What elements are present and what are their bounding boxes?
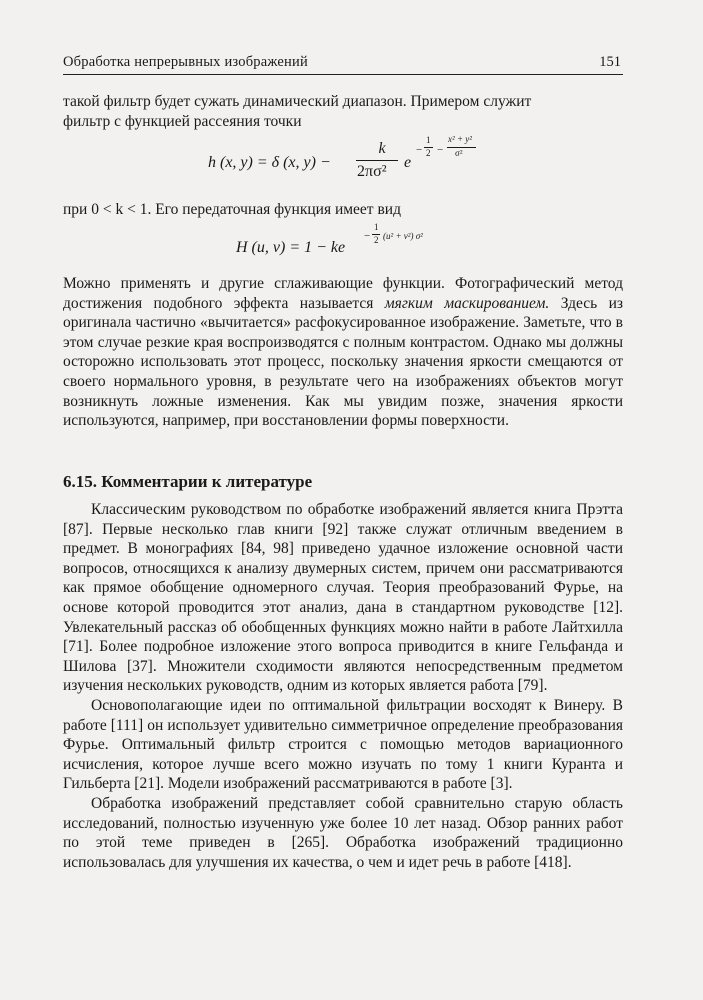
eq1-exp-sigma: σ² (455, 148, 463, 158)
paragraph-classic-refs: Классическим руководством по обработке изображений является книга Прэтта [87]. Первые несколько глав книги [92] также служат отличным введением в предмет. В монографиях [84, 98] приведено удачное изложение основной части вопросов, относящихся к анализу двумерных систем, причем они рассматриваются как прямое обобщение одномерного случая. Теория преобразований Фурье, на основе которой проводится этот анализ, дана в стандартном руководстве [12]. Увлекательный рассказ об обобщенных функциях можно найти в работе Лайтхилла [71]. Более подробное изложение этого вопроса приводится в книге Гельфанда и Шилова [37]. Множители сходимости являются непосредственным предметом изучения нескольких руководств, одним из которых является работа [79]. (63, 501, 623, 695)
intro-line-2: фильтр с функцией рассеяния точки (63, 112, 302, 130)
eq1-fraction-line (356, 160, 398, 161)
eq2-exp-rest: (u² + v²) σ² (383, 231, 423, 241)
eq1-exp-minus: − (416, 144, 423, 156)
para1-after: Здесь из оригинала частично «вычитается» расфокусированное изображение. Заметьте, что в этом случае резкие края воспроизводятся с полным контрастом. Однако мы должны осторожно использовать этот процесс, поскольку значения яркости смещаются от своего нормального уровня, в результате чего на изображениях объектов могут возникнуть ложные изменения. Как мы увидим позже, значения яркости используются, например, при восстановлении формы поверхности. (63, 294, 624, 430)
eq2-exp-two: 2 (374, 235, 379, 245)
mid-line: при 0 < k < 1. Его передаточная функция имеет вид (63, 201, 401, 218)
eq1-lhs: h (x, y) = δ (x, y) − (208, 154, 331, 171)
eq1-exp-xy: x² + y² (448, 134, 472, 144)
eq2-exp-one: 1 (374, 222, 379, 232)
section-heading: 6.15. Комментарии к литературе (63, 472, 313, 491)
paragraph-smoothing (63, 274, 623, 431)
para1-emphasis: мягким маскированием. (384, 294, 550, 312)
eq1-exp-two: 2 (426, 148, 431, 158)
para1-before: Можно применять и другие сглаживающие функции. Фотографический метод достижения подобного эффекта называется (63, 275, 623, 312)
eq2-exp-minus: − (364, 230, 371, 242)
paragraph-optimal-filtering: Основополагающие идеи по оптимальной фильтрации восходят к Винеру. В работе [111] он использует удивительно симметричное определение преобразования Фурье. Оптимальный фильтр строится с помощью методов вариационного исчисления, которое лучше всего можно изучать по тому 1 книги Куранта и Гильберта [21]. Модели изображений рассматриваются в работе [3]. (63, 696, 623, 793)
eq1-exp-minus2: − (437, 144, 444, 156)
mid-text (63, 200, 623, 220)
header-title: Обработка непрерывных изображений (63, 54, 308, 70)
intro-line-1: такой фильтр будет сужать динамический диапазон. Примером служит (63, 93, 532, 110)
eq1-exp-base: e (404, 154, 412, 171)
paragraph-smoothing-text (63, 274, 623, 431)
eq1-numerator: k (378, 140, 386, 157)
paragraph-image-processing: Обработка изображений представляет собой сравнительно старую область исследований, полностью изученную уже более 10 лет назад. Обзор ранних работ по этой теме приведен в [265]. Обработка изображений традиционно использовалась для улучшения их качества, о чем и идет речь в работе [418]. (63, 794, 623, 871)
running-header (63, 52, 623, 75)
literature-body (63, 500, 623, 872)
eq1-denominator: 2πσ² (357, 163, 387, 180)
eq1-exp-one: 1 (426, 135, 431, 145)
eq2-lhs: H (u, v) = 1 − ke (236, 239, 346, 256)
intro-text (63, 92, 623, 131)
page-number: 151 (599, 54, 621, 70)
